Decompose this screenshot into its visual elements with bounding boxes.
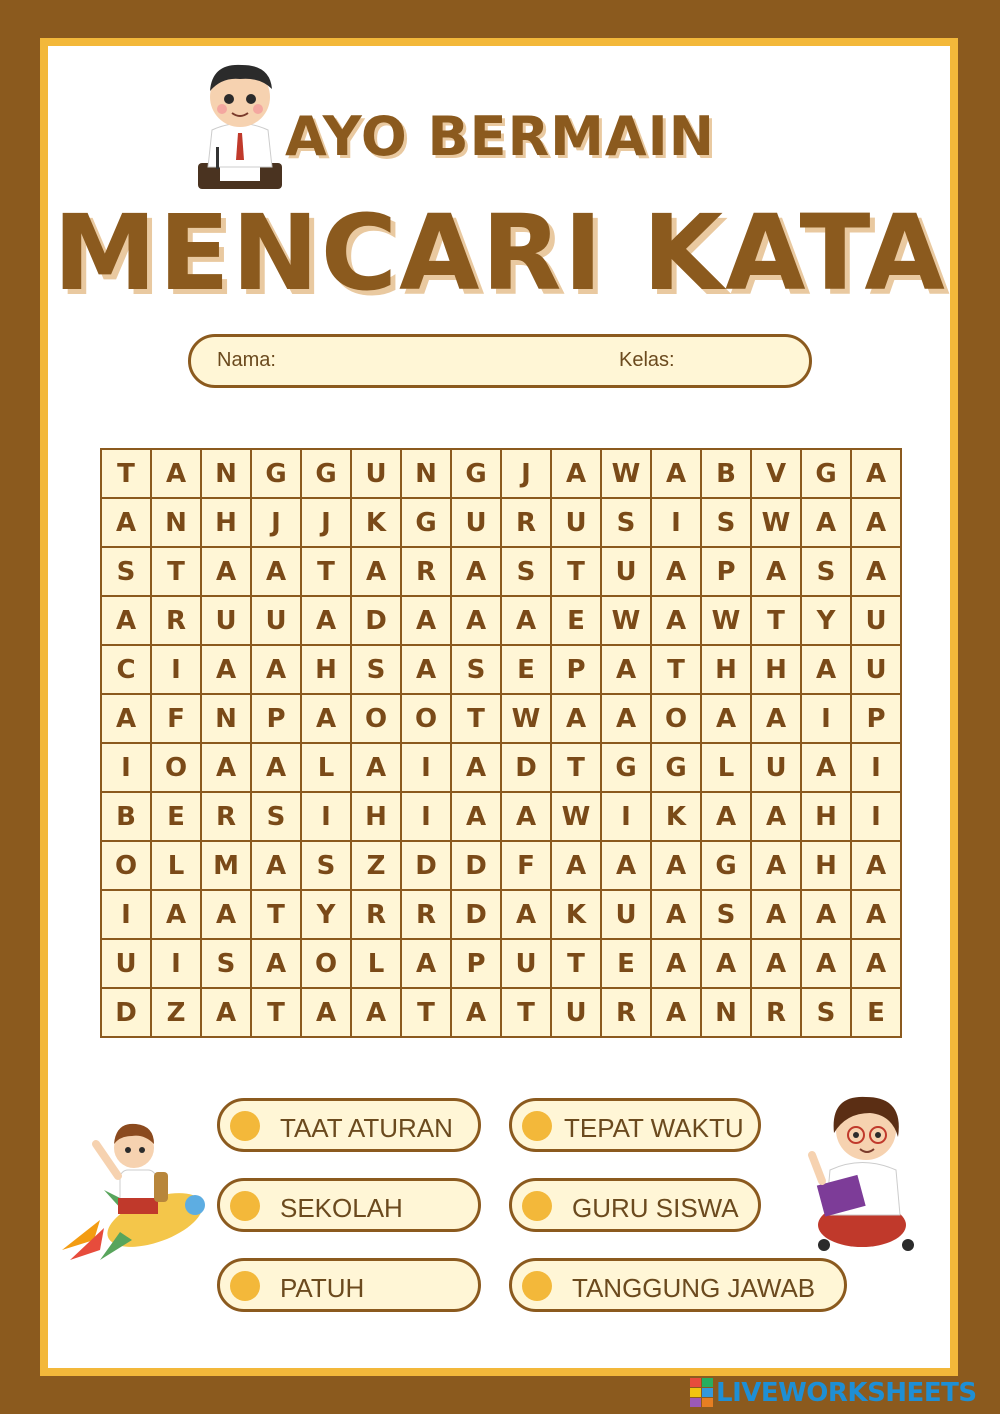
grid-cell[interactable]: E: [851, 988, 901, 1037]
word-search-grid: [100, 448, 902, 1038]
grid-row: [101, 939, 901, 988]
grid-cell[interactable]: I: [851, 792, 901, 841]
grid-cell[interactable]: A: [251, 939, 301, 988]
grid-cell[interactable]: A: [651, 939, 701, 988]
grid-cell[interactable]: W: [501, 694, 551, 743]
grid-cell[interactable]: U: [551, 498, 601, 547]
grid-cell[interactable]: P: [451, 939, 501, 988]
grid-cell[interactable]: A: [351, 547, 401, 596]
word-item: [217, 1178, 481, 1232]
word-item: [509, 1098, 761, 1152]
grid-cell[interactable]: N: [701, 988, 751, 1037]
grid-cell[interactable]: A: [401, 645, 451, 694]
grid-cell[interactable]: D: [451, 841, 501, 890]
grid-cell[interactable]: A: [751, 792, 801, 841]
grid-cell[interactable]: K: [551, 890, 601, 939]
grid-cell[interactable]: S: [801, 988, 851, 1037]
grid-cell[interactable]: I: [301, 792, 351, 841]
grid-cell[interactable]: A: [401, 596, 451, 645]
grid-cell[interactable]: A: [301, 988, 351, 1037]
grid-cell[interactable]: R: [501, 498, 551, 547]
grid-cell[interactable]: R: [751, 988, 801, 1037]
grid-cell[interactable]: A: [801, 890, 851, 939]
grid-row: [101, 743, 901, 792]
grid-cell[interactable]: J: [301, 498, 351, 547]
bullet-dot: [230, 1111, 260, 1141]
grid-cell[interactable]: N: [401, 449, 451, 498]
grid-cell[interactable]: W: [551, 792, 601, 841]
grid-cell[interactable]: A: [301, 596, 351, 645]
grid-cell[interactable]: H: [201, 498, 251, 547]
grid-cell[interactable]: T: [751, 596, 801, 645]
grid-cell[interactable]: O: [151, 743, 201, 792]
grid-cell[interactable]: O: [651, 694, 701, 743]
grid-cell[interactable]: A: [101, 596, 151, 645]
grid-cell[interactable]: T: [501, 988, 551, 1037]
grid-cell[interactable]: I: [401, 792, 451, 841]
grid-cell[interactable]: Z: [351, 841, 401, 890]
grid-cell[interactable]: K: [651, 792, 701, 841]
grid-cell[interactable]: R: [401, 547, 451, 596]
grid-cell[interactable]: T: [251, 890, 301, 939]
word-label: TEPAT WAKTU: [564, 1113, 744, 1143]
grid-cell[interactable]: S: [351, 645, 401, 694]
grid-cell[interactable]: A: [501, 596, 551, 645]
brand-name: LIVEWORKSHEETS: [716, 1378, 977, 1408]
grid-cell[interactable]: A: [601, 645, 651, 694]
grid-cell[interactable]: S: [601, 498, 651, 547]
grid-row: [101, 841, 901, 890]
grid-cell[interactable]: D: [101, 988, 151, 1037]
grid-cell[interactable]: P: [851, 694, 901, 743]
grid-cell[interactable]: I: [851, 743, 901, 792]
grid-cell[interactable]: G: [451, 449, 501, 498]
word-label: SEKOLAH: [280, 1193, 403, 1223]
grid-cell[interactable]: S: [301, 841, 351, 890]
grid-cell[interactable]: A: [701, 939, 751, 988]
grid-cell[interactable]: H: [801, 792, 851, 841]
grid-cell[interactable]: L: [701, 743, 751, 792]
grid-cell[interactable]: U: [851, 596, 901, 645]
grid-cell[interactable]: I: [101, 890, 151, 939]
grid-cell[interactable]: A: [451, 792, 501, 841]
grid-row: [101, 596, 901, 645]
grid-cell[interactable]: I: [401, 743, 451, 792]
grid-cell[interactable]: I: [651, 498, 701, 547]
grid-cell[interactable]: T: [551, 547, 601, 596]
grid-cell[interactable]: M: [201, 841, 251, 890]
grid-cell[interactable]: A: [851, 841, 901, 890]
grid-cell[interactable]: A: [601, 694, 651, 743]
grid-cell[interactable]: E: [151, 792, 201, 841]
grid-cell[interactable]: T: [451, 694, 501, 743]
word-label: GURU SISWA: [572, 1193, 739, 1223]
grid-cell[interactable]: U: [101, 939, 151, 988]
grid-cell[interactable]: A: [251, 743, 301, 792]
grid-cell[interactable]: A: [201, 645, 251, 694]
grid-cell[interactable]: A: [151, 449, 201, 498]
grid-cell[interactable]: F: [151, 694, 201, 743]
grid-cell[interactable]: U: [551, 988, 601, 1037]
grid-row: [101, 547, 901, 596]
grid-cell[interactable]: P: [251, 694, 301, 743]
grid-cell[interactable]: A: [201, 890, 251, 939]
grid-cell[interactable]: S: [201, 939, 251, 988]
grid-cell[interactable]: P: [551, 645, 601, 694]
word-label: PATUH: [280, 1273, 365, 1303]
grid-cell[interactable]: A: [551, 449, 601, 498]
grid-cell[interactable]: S: [701, 890, 751, 939]
grid-cell[interactable]: D: [351, 596, 401, 645]
grid-cell[interactable]: U: [601, 547, 651, 596]
grid-cell[interactable]: A: [751, 547, 801, 596]
name-label: Nama:: [217, 349, 276, 371]
grid-cell[interactable]: A: [851, 498, 901, 547]
grid-cell[interactable]: A: [451, 596, 501, 645]
grid-cell[interactable]: G: [651, 743, 701, 792]
grid-cell[interactable]: A: [851, 449, 901, 498]
grid-cell[interactable]: S: [451, 645, 501, 694]
grid-cell[interactable]: U: [251, 596, 301, 645]
grid-cell[interactable]: A: [851, 939, 901, 988]
grid-cell[interactable]: H: [701, 645, 751, 694]
grid-row: [101, 694, 901, 743]
grid-cell[interactable]: U: [501, 939, 551, 988]
grid-cell[interactable]: T: [151, 547, 201, 596]
page-title: MENCARI KATA: [53, 192, 947, 314]
grid-cell[interactable]: U: [351, 449, 401, 498]
grid-row: [101, 988, 901, 1037]
grid-cell[interactable]: A: [601, 841, 651, 890]
grid-cell[interactable]: U: [451, 498, 501, 547]
grid-cell[interactable]: I: [101, 743, 151, 792]
grid-cell[interactable]: A: [501, 890, 551, 939]
grid-cell[interactable]: D: [401, 841, 451, 890]
grid-cell[interactable]: A: [651, 890, 701, 939]
grid-cell[interactable]: A: [651, 449, 701, 498]
grid-cell[interactable]: A: [301, 694, 351, 743]
grid-cell[interactable]: V: [751, 449, 801, 498]
grid-cell[interactable]: U: [601, 890, 651, 939]
grid-cell[interactable]: H: [801, 841, 851, 890]
grid-cell[interactable]: N: [151, 498, 201, 547]
grid-cell[interactable]: A: [651, 596, 701, 645]
grid-cell[interactable]: E: [501, 645, 551, 694]
grid-cell[interactable]: A: [851, 547, 901, 596]
child-reading-illustration: [800, 1085, 925, 1255]
grid-cell[interactable]: A: [351, 988, 401, 1037]
grid-cell[interactable]: Z: [151, 988, 201, 1037]
grid-cell[interactable]: A: [651, 547, 701, 596]
grid-cell[interactable]: A: [251, 645, 301, 694]
grid-cell[interactable]: A: [151, 890, 201, 939]
grid-cell[interactable]: A: [451, 988, 501, 1037]
grid-cell[interactable]: O: [101, 841, 151, 890]
grid-cell[interactable]: J: [501, 449, 551, 498]
grid-cell[interactable]: G: [801, 449, 851, 498]
grid-cell[interactable]: A: [501, 792, 551, 841]
grid-cell[interactable]: A: [101, 498, 151, 547]
grid-cell[interactable]: A: [801, 645, 851, 694]
grid-row: [101, 498, 901, 547]
grid-cell[interactable]: A: [551, 841, 601, 890]
grid-cell[interactable]: T: [401, 988, 451, 1037]
word-item: [509, 1258, 847, 1312]
grid-cell[interactable]: I: [151, 939, 201, 988]
grid-cell[interactable]: U: [751, 743, 801, 792]
grid-cell[interactable]: R: [601, 988, 651, 1037]
grid-cell[interactable]: I: [601, 792, 651, 841]
grid-cell[interactable]: D: [451, 890, 501, 939]
grid-cell[interactable]: O: [301, 939, 351, 988]
grid-cell[interactable]: S: [251, 792, 301, 841]
grid-cell[interactable]: R: [201, 792, 251, 841]
grid-cell[interactable]: A: [851, 890, 901, 939]
grid-cell[interactable]: A: [251, 841, 301, 890]
grid-cell[interactable]: O: [351, 694, 401, 743]
grid-cell[interactable]: B: [701, 449, 751, 498]
grid-cell[interactable]: I: [151, 645, 201, 694]
grid-cell[interactable]: J: [251, 498, 301, 547]
grid-cell[interactable]: A: [701, 694, 751, 743]
grid-cell[interactable]: W: [601, 596, 651, 645]
grid-cell[interactable]: U: [851, 645, 901, 694]
grid-cell[interactable]: R: [351, 890, 401, 939]
grid-cell[interactable]: G: [701, 841, 751, 890]
grid-cell[interactable]: S: [101, 547, 151, 596]
grid-cell[interactable]: L: [301, 743, 351, 792]
grid-cell[interactable]: A: [251, 547, 301, 596]
grid-cell[interactable]: A: [451, 743, 501, 792]
grid-cell[interactable]: D: [501, 743, 551, 792]
grid-cell[interactable]: S: [501, 547, 551, 596]
grid-cell[interactable]: B: [101, 792, 151, 841]
class-label: Kelas:: [619, 349, 675, 371]
grid-cell[interactable]: T: [251, 988, 301, 1037]
grid-cell[interactable]: T: [301, 547, 351, 596]
name-class-bar: [188, 334, 812, 388]
grid-cell[interactable]: G: [601, 743, 651, 792]
grid-cell[interactable]: S: [701, 498, 751, 547]
word-label: TANGGUNG JAWAB: [572, 1273, 816, 1303]
word-item: [217, 1098, 481, 1152]
bullet-dot: [230, 1271, 260, 1301]
grid-cell[interactable]: A: [751, 841, 801, 890]
grid-cell[interactable]: K: [351, 498, 401, 547]
grid-cell[interactable]: F: [501, 841, 551, 890]
grid-cell[interactable]: U: [201, 596, 251, 645]
grid-cell[interactable]: A: [751, 890, 801, 939]
grid-cell[interactable]: A: [751, 939, 801, 988]
grid-cell[interactable]: T: [551, 939, 601, 988]
grid-cell[interactable]: A: [801, 939, 851, 988]
grid-cell[interactable]: E: [601, 939, 651, 988]
bullet-dot: [522, 1191, 552, 1221]
boy-on-rocket-illustration: [60, 1110, 210, 1270]
word-item: [217, 1258, 481, 1312]
bullet-dot: [522, 1111, 552, 1141]
bullet-dot: [230, 1191, 260, 1221]
liveworksheets-logo-icon: [690, 1378, 714, 1408]
grid-cell[interactable]: A: [351, 743, 401, 792]
grid-cell[interactable]: A: [451, 547, 501, 596]
grid-cell[interactable]: G: [301, 449, 351, 498]
grid-cell[interactable]: L: [351, 939, 401, 988]
grid-cell[interactable]: O: [401, 694, 451, 743]
grid-cell[interactable]: R: [401, 890, 451, 939]
grid-cell[interactable]: A: [401, 939, 451, 988]
grid-cell[interactable]: A: [201, 743, 251, 792]
word-label: TAAT ATURAN: [280, 1113, 453, 1143]
grid-cell[interactable]: C: [101, 645, 151, 694]
grid-cell[interactable]: A: [651, 841, 701, 890]
grid-cell[interactable]: A: [101, 694, 151, 743]
grid-row: [101, 449, 901, 498]
grid-cell[interactable]: N: [201, 449, 251, 498]
grid-row: [101, 890, 901, 939]
grid-cell[interactable]: E: [551, 596, 601, 645]
grid-cell[interactable]: R: [151, 596, 201, 645]
grid-cell[interactable]: H: [301, 645, 351, 694]
grid-cell[interactable]: L: [151, 841, 201, 890]
bullet-dot: [522, 1271, 552, 1301]
word-item: [509, 1178, 761, 1232]
grid-cell[interactable]: A: [651, 988, 701, 1037]
grid-cell[interactable]: Y: [301, 890, 351, 939]
grid-cell[interactable]: G: [401, 498, 451, 547]
grid-cell[interactable]: N: [201, 694, 251, 743]
grid-cell[interactable]: A: [751, 694, 801, 743]
grid-cell[interactable]: A: [801, 498, 851, 547]
grid-cell[interactable]: H: [351, 792, 401, 841]
grid-cell[interactable]: W: [701, 596, 751, 645]
grid-cell[interactable]: G: [251, 449, 301, 498]
grid-row: [101, 792, 901, 841]
grid-cell[interactable]: W: [751, 498, 801, 547]
grid-cell[interactable]: I: [801, 694, 851, 743]
grid-cell[interactable]: A: [201, 988, 251, 1037]
grid-cell[interactable]: Y: [801, 596, 851, 645]
grid-cell[interactable]: T: [651, 645, 701, 694]
subtitle: AYO BERMAIN: [285, 105, 715, 168]
grid-cell[interactable]: W: [601, 449, 651, 498]
grid-cell[interactable]: H: [751, 645, 801, 694]
grid-cell[interactable]: T: [101, 449, 151, 498]
grid-cell[interactable]: S: [801, 547, 851, 596]
grid-cell[interactable]: A: [201, 547, 251, 596]
grid-row: [101, 645, 901, 694]
grid-cell[interactable]: T: [551, 743, 601, 792]
grid-cell[interactable]: P: [701, 547, 751, 596]
grid-cell[interactable]: A: [701, 792, 751, 841]
grid-cell[interactable]: A: [801, 743, 851, 792]
grid-cell[interactable]: A: [551, 694, 601, 743]
